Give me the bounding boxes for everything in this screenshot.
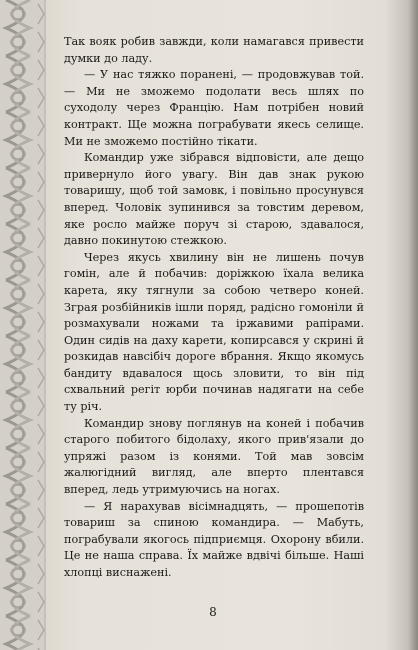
paragraph: Командир знову поглянув на коней і побачив старого побитого бідолаху, якого прив'язали до упряжі разом із конями. Той мав зовсім жалюгідний вигляд, але вперто плентався вперед, ледь утримуючись на ногах.	[64, 416, 364, 497]
paragraph: Командир уже зібрався відповісти, але дещо привернуло його увагу. Він дав знак рукою товаришу, щоб той замовк, і повільно просунувся вперед. Чоловік зупинився за товстим деревом, яке росло майже поруч зі старою, здавалося, давно покинутою стежкою.	[64, 151, 364, 248]
paragraph: — У нас тяжко поранені, — продовжував той. — Ми не зможемо подолати весь шлях по суходолу через Францію. Нам потрібен новий контракт. Ще можна пограбувати якесь селище. Ми не зможемо постійно тікати.	[64, 68, 364, 148]
page-edge-shadow	[408, 0, 418, 650]
page-number: 8	[209, 605, 217, 619]
body-text	[64, 34, 364, 582]
paragraph: Через якусь хвилину він не лишень почув гомін, але й побачив: доріжкою їхала велика карета, яку тягнули за собою четверо коней. Зграя розбійників ішли поряд, радісно гомоніли й розмахували ножами та іржавими рапірами. Один сидів на даху карети, копирсався у скрині й розкидав навсібіч дороге вбрання. Якщо якомусь бандиту вдавалося щось зловити, то він під схвальний регіт юрби починав надягати на себе ту річ.	[64, 250, 364, 414]
decorative-border-ornament	[0, 0, 46, 650]
paragraph: Так вояк робив завжди, коли намагався привести думки до ладу.	[64, 35, 364, 65]
paragraph: — Я нарахував вісімнадцять, — прошепотів товариш за спиною командира. — Мабуть, пограбували якогось підприємця. Охорону вбили. Це не наша справа. Їх майже вдвічі більше. Наші хлопці виснажені.	[64, 499, 364, 579]
